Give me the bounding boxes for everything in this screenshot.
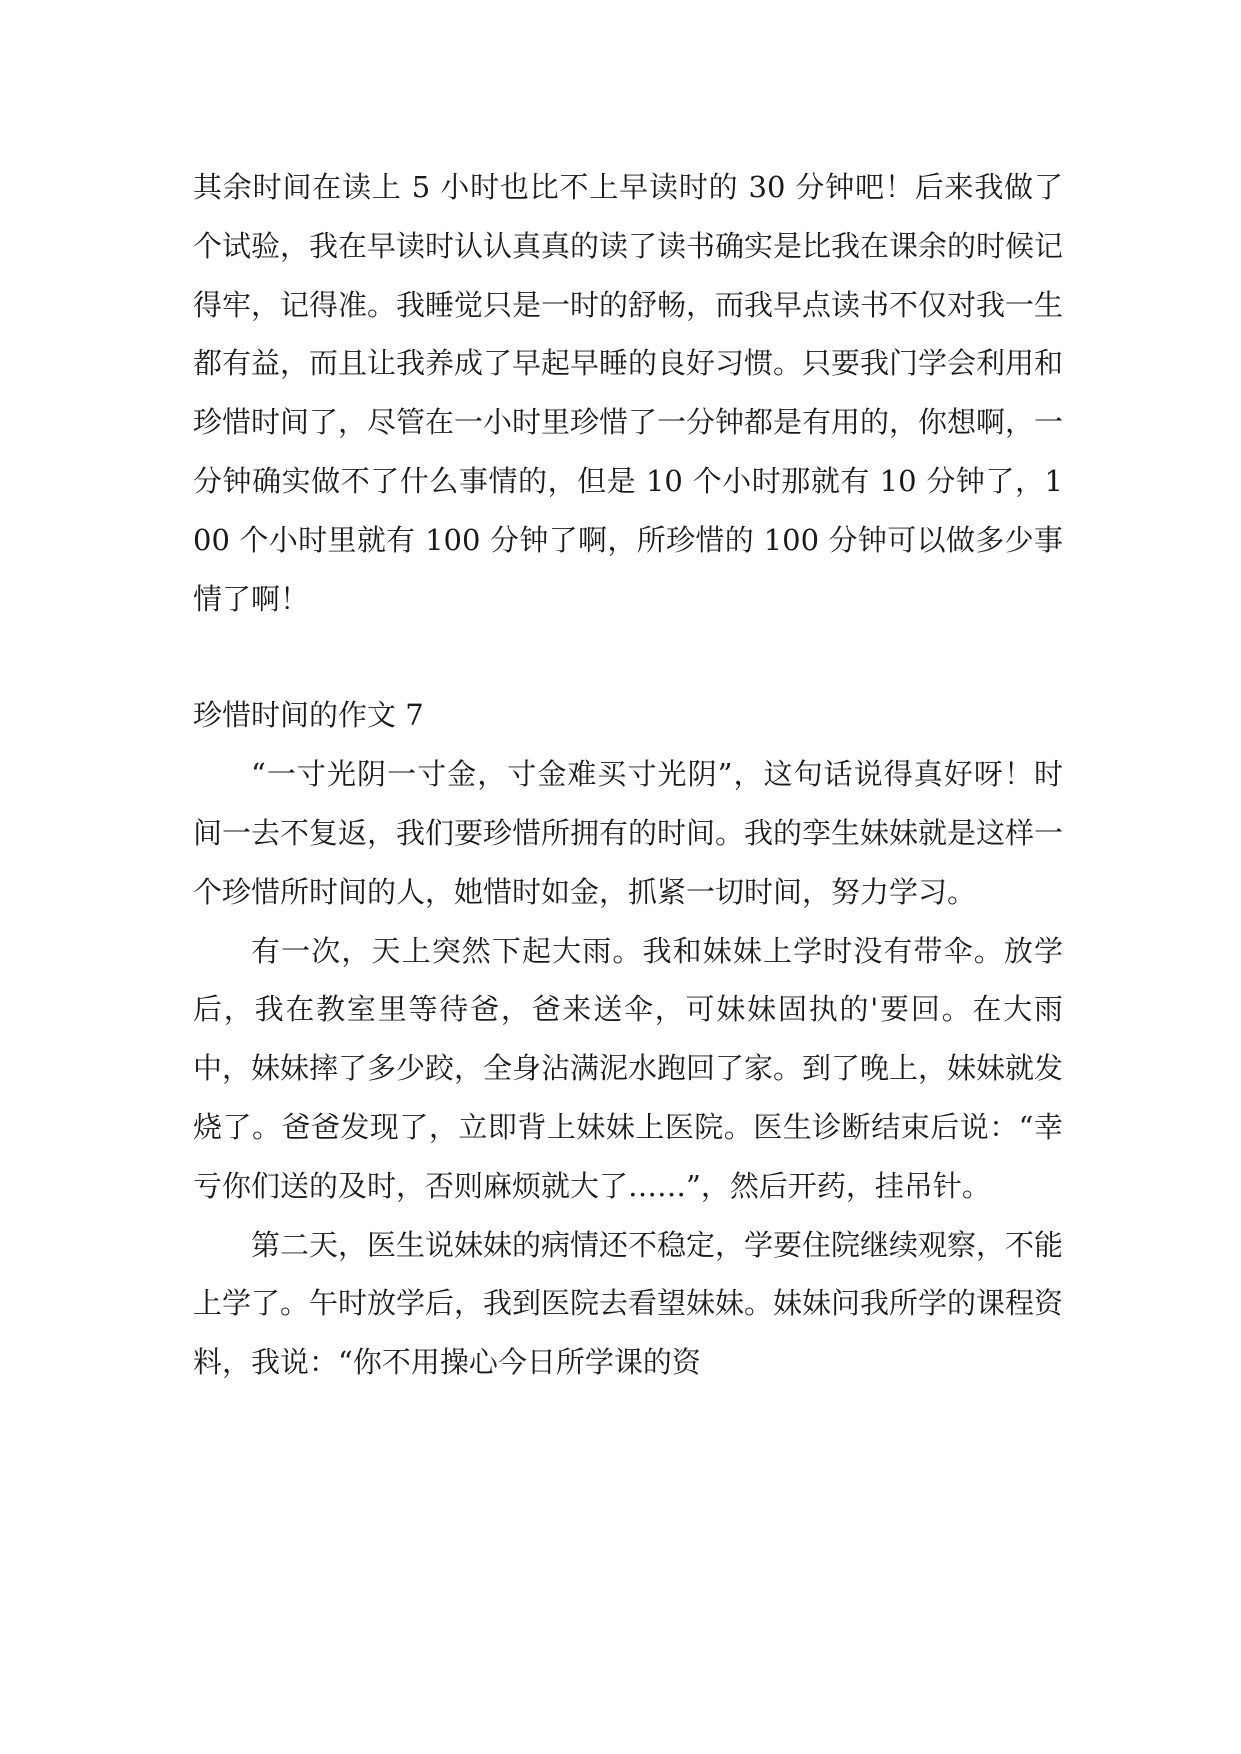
paragraph-continuation: 其余时间在读上 5 小时也比不上早读时的 30 分钟吧！后来我做了个试验，我在早读时认认真真的读了读书确实是比我在课余的时候记得牢，记得准。我睡觉只是一时的舒畅，而我早点读书不仅对我一生都有益，而且让我养成了早起早睡的良好习惯。只要我门学会利用和珍惜时间了，尽管在一小时里珍惜了一分钟都是有用的，你想啊，一分钟确实做不了什么事情的，但是 10 个小时那就有 10 分钟了，100 个小时里就有 100 分钟了啊，所珍惜的 100 分钟可以做多少事情了啊！	[193, 170, 1064, 616]
document-body	[193, 158, 1063, 1392]
section-spacer	[193, 628, 1063, 686]
paragraph: 第二天，医生说妹妹的病情还不稳定，学要住院继续观察，不能上学了。午时放学后，我到医院去看望妹妹。妹妹问我所学的课程资料，我说：“你不用操心今日所学课的资	[193, 1227, 1064, 1380]
paragraph: “一寸光阴一寸金，寸金难买寸光阴”，这句话说得真好呀！时间一去不复返，我们要珍惜所拥有的时间。我的孪生妹妹就是这样一个珍惜所时间的人，她惜时如金，抓紧一切时间，努力学习。	[193, 757, 1064, 909]
paragraph: 有一次，天上突然下起大雨。我和妹妹上学时没有带伞。放学后，我在教室里等待爸，爸来送伞，可妹妹固执的'要回。在大雨中，妹妹摔了多少跤，全身沾满泥水跑回了家。到了晚上，妹妹就发烧了。爸爸发现了，立即背上妹妹上医院。医生诊断结束后说：“幸亏你们送的及时，否则麻烦就大了……”，然后开药，挂吊针。	[193, 933, 1064, 1203]
section-title: 珍惜时间的作文 7	[193, 698, 424, 733]
